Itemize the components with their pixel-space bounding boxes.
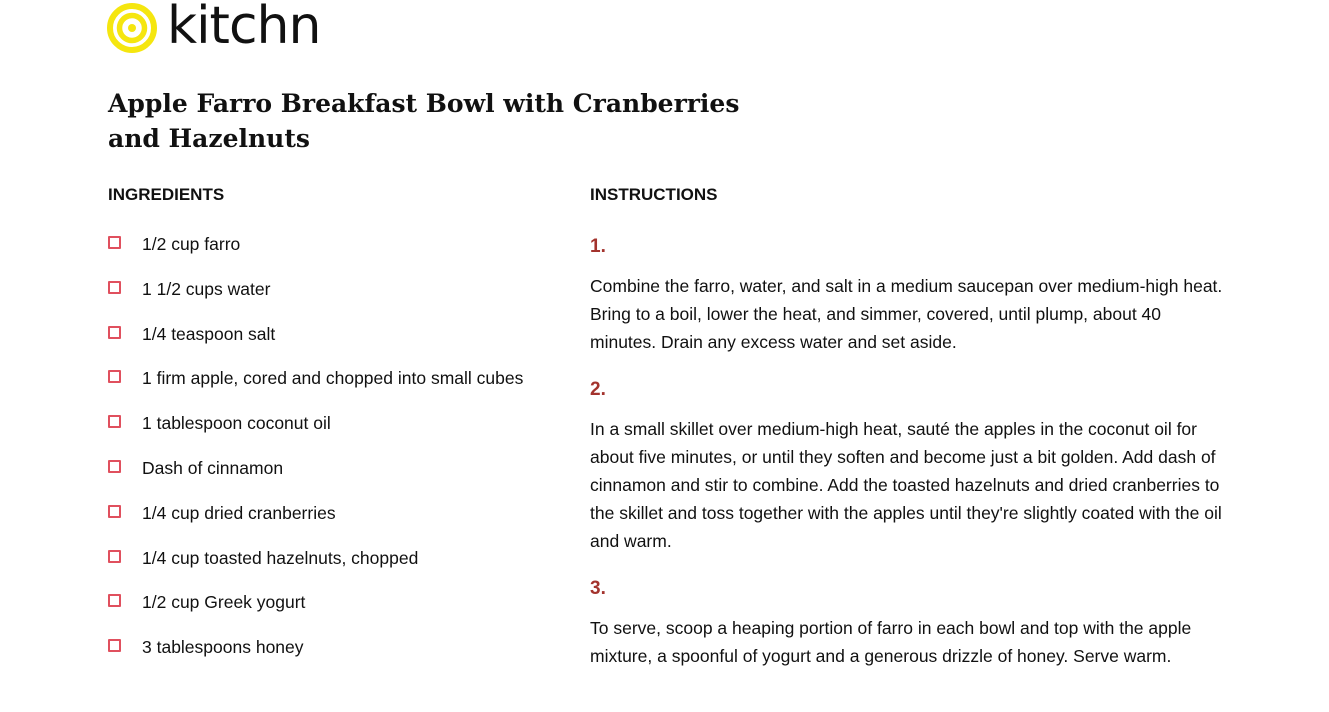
step-number: 1.: [590, 236, 606, 257]
ingredient-checkbox[interactable]: [108, 415, 121, 428]
ingredient-label: 1/4 cup dried cranberries: [142, 502, 336, 523]
instruction-step: [590, 576, 1230, 670]
ingredient-item: [108, 411, 578, 456]
ingredient-label: 1/2 cup Greek yogurt: [142, 592, 306, 613]
ingredient-checkbox[interactable]: [108, 639, 121, 652]
step-number: 2.: [590, 378, 606, 400]
ingredients-heading: INGREDIENTS: [108, 185, 225, 204]
ingredient-checkbox[interactable]: [108, 505, 121, 518]
ingredients-list: [108, 232, 578, 680]
ingredient-item: [108, 366, 578, 411]
ingredient-item: [108, 635, 578, 680]
instruction-step: [590, 377, 1230, 556]
ingredient-label: 1 tablespoon coconut oil: [142, 413, 331, 434]
site-logo[interactable]: [106, 0, 320, 56]
ingredient-checkbox[interactable]: [108, 550, 121, 563]
instruction-step: [590, 234, 1230, 357]
ingredient-label: 1/2 cup farro: [142, 234, 241, 254]
kitchn-ring-logo-icon: [106, 2, 158, 54]
ingredient-label: 1 firm apple, cored and chopped into small cubes: [142, 368, 524, 389]
ingredient-checkbox[interactable]: [108, 281, 121, 294]
instructions-heading: INSTRUCTIONS: [590, 185, 718, 204]
instructions-list: [590, 234, 1230, 670]
ingredient-label: 1 1/2 cups water: [142, 278, 271, 299]
step-text: In a small skillet over medium-high heat, sauté the apples in the coconut oil for about five minutes, or until they soften and become just a bit golden. Add dash of cinnamon and stir to combine. Add the toasted hazelnuts and dried cranberries to the skillet and toss together with the apples until they're slightly coated with the oil and warm.: [590, 418, 1222, 552]
ingredient-item: [108, 590, 578, 635]
ingredient-label: 1/4 cup toasted hazelnuts, chopped: [142, 547, 419, 568]
ingredient-item: [108, 277, 578, 322]
ingredient-item: [108, 546, 578, 591]
ingredient-label: 3 tablespoons honey: [142, 637, 304, 658]
ingredient-checkbox[interactable]: [108, 370, 121, 383]
recipe-title: Apple Farro Breakfast Bowl with Cranberries and Hazelnuts: [108, 89, 740, 153]
ingredient-label: 1/4 teaspoon salt: [142, 323, 276, 344]
ingredient-checkbox[interactable]: [108, 326, 121, 339]
ingredient-item: [108, 232, 578, 277]
ingredient-label: Dash of cinnamon: [142, 457, 284, 478]
step-text: Combine the farro, water, and salt in a medium saucepan over medium-high heat. Bring to a boil, lower the heat, and simmer, covered, until plump, about 40 minutes. Drain any excess water and set aside.: [590, 276, 1223, 353]
ingredient-item: [108, 501, 578, 546]
step-number: 3.: [590, 577, 606, 599]
ingredient-checkbox[interactable]: [108, 594, 121, 607]
ingredient-item: [108, 322, 578, 367]
logo-wordmark: kitchn: [167, 0, 321, 56]
ingredient-item: [108, 456, 578, 501]
step-text: To serve, scoop a heaping portion of farro in each bowl and top with the apple mixture, a spoonful of yogurt and a generous drizzle of honey. Serve warm.: [590, 617, 1192, 666]
ingredient-checkbox[interactable]: [108, 236, 121, 249]
ingredient-checkbox[interactable]: [108, 460, 121, 473]
